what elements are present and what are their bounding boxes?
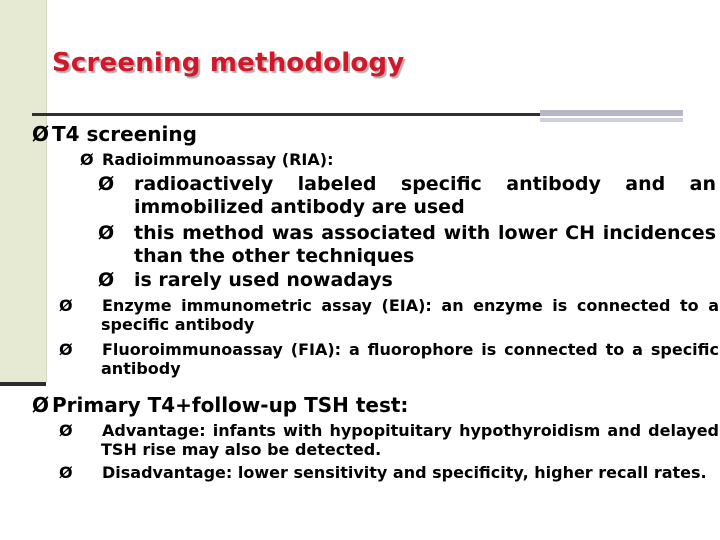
arrow-bullet-icon: Ø xyxy=(59,296,73,315)
title-rule-accent xyxy=(540,110,683,116)
arrow-bullet-icon: Ø xyxy=(98,269,115,291)
slide-title: Screening methodology xyxy=(52,48,405,78)
bullet-fia: Ø Fluoroimmunoassay (FIA): a fluorophore is connected to a specific antibody xyxy=(59,340,719,378)
title-rule xyxy=(32,113,540,116)
arrow-bullet-icon: Ø xyxy=(98,173,115,195)
bullet-t4-screening: Ø T4 screening xyxy=(32,122,197,146)
bullet-ria: Ø Radioimmunoassay (RIA): xyxy=(80,150,334,169)
arrow-bullet-icon: Ø xyxy=(59,340,73,359)
arrow-bullet-icon: Ø xyxy=(32,122,50,146)
arrow-bullet-icon: Ø xyxy=(59,463,73,482)
bullet-eia: Ø Enzyme immunometric assay (EIA): an enzyme is connected to a specific antibody xyxy=(59,296,719,334)
arrow-bullet-icon: Ø xyxy=(32,393,50,417)
arrow-bullet-icon: Ø xyxy=(98,222,115,244)
bullet-primary-t4: Ø Primary T4+follow-up TSH test: xyxy=(32,393,409,417)
bullet-advantage: Ø Advantage: infants with hypopituitary hypothyroidism and delayed TSH rise may also be detected. xyxy=(59,421,719,459)
bullet-ria-point-2: Ø this method was associated with lower CH incidences than the other techniques xyxy=(98,222,716,267)
left-decor-bar-base xyxy=(0,382,46,386)
arrow-bullet-icon: Ø xyxy=(80,150,94,169)
left-decor-bar xyxy=(0,0,47,382)
bullet-ria-point-1: Ø radioactively labeled specific antibody and an immobilized antibody are used xyxy=(98,173,716,218)
bullet-ria-point-3: Ø is rarely used nowadays xyxy=(98,269,393,291)
arrow-bullet-icon: Ø xyxy=(59,421,73,440)
bullet-disadvantage: Ø Disadvantage: lower sensitivity and specificity, higher recall rates. xyxy=(59,463,707,482)
